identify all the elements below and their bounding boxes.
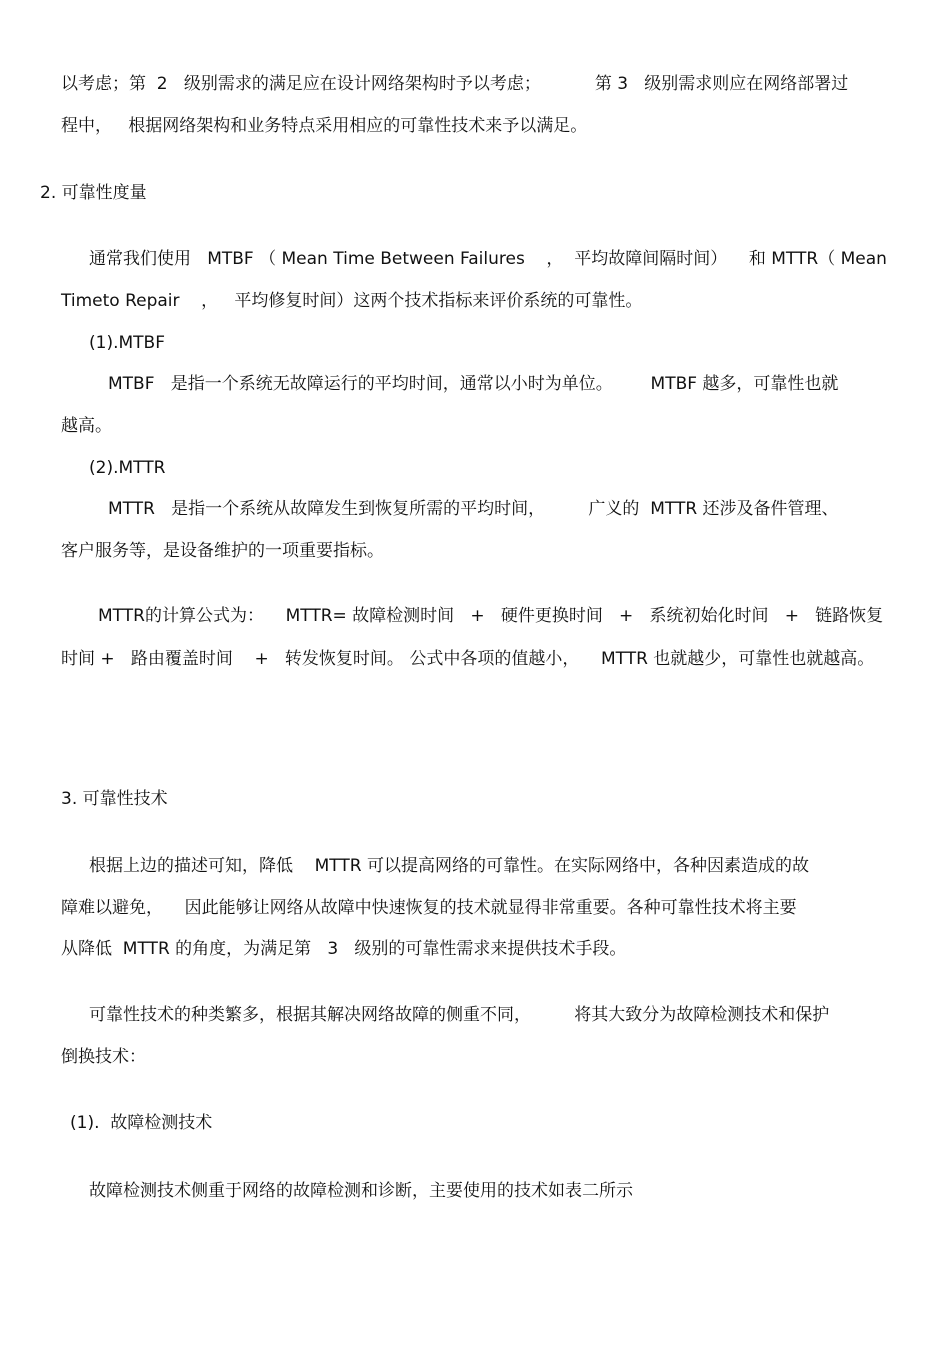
subsection-heading: (1). 故障检测技术 (70, 1113, 213, 1133)
section-heading: 2. 可靠性度量 (40, 183, 147, 203)
text-line: 从降低 MTTR 的角度，为满足第 3 级别的可靠性需求来提供技术手段。 (61, 939, 627, 959)
text-line: 根据上边的描述可知，降低 MTTR 可以提高网络的可靠性。在实际网络中，各种因素造成的故 (89, 856, 809, 876)
text-line: MTTR 是指一个系统从故障发生到恢复所需的平均时间， 广义的 MTTR 还涉及备件管理、 (108, 499, 839, 519)
subsection-heading: (1).MTBF (89, 333, 165, 353)
text-line: 障难以避免， 因此能够让网络从故障中快速恢复的技术就显得非常重要。各种可靠性技术将主要 (61, 898, 797, 918)
formula-line: MTTR的计算公式为： MTTR= 故障检测时间 + 硬件更换时间 + 系统初始化时间 + 链路恢复 (98, 606, 884, 626)
subsection-heading: (2).MTTR (89, 458, 166, 478)
section-heading: 3. 可靠性技术 (61, 789, 168, 809)
text-line: 以考虑；第 2 级别需求的满足应在设计网络架构时予以考虑； 第 3 级别需求则应在网络部署过 (61, 74, 849, 94)
text-line: Timeto Repair ， 平均修复时间）这两个技术指标来评价系统的可靠性。 (61, 291, 643, 311)
text-line: 故障检测技术侧重于网络的故障检测和诊断，主要使用的技术如表二所示 (89, 1181, 633, 1201)
text-line: 越高。 (61, 416, 112, 436)
text-line: 程中， 根据网络架构和业务特点采用相应的可靠性技术来予以满足。 (61, 116, 588, 136)
text-line: 可靠性技术的种类繁多，根据其解决网络故障的侧重不同， 将其大致分为故障检测技术和保护 (89, 1005, 830, 1025)
text-line: 客户服务等，是设备维护的一项重要指标。 (61, 541, 384, 561)
formula-line: 时间 + 路由覆盖时间 + 转发恢复时间。 公式中各项的值越小， MTTR 也就越少，可靠性也就越高。 (61, 649, 875, 669)
text-line: MTBF 是指一个系统无故障运行的平均时间，通常以小时为单位。 MTBF 越多，可靠性也就 (108, 374, 839, 394)
text-line: 通常我们使用 MTBF （ Mean Time Between Failures ， 平均故障间隔时间） 和 MTTR（ Mean (89, 249, 887, 269)
text-line: 倒换技术： (61, 1047, 146, 1067)
